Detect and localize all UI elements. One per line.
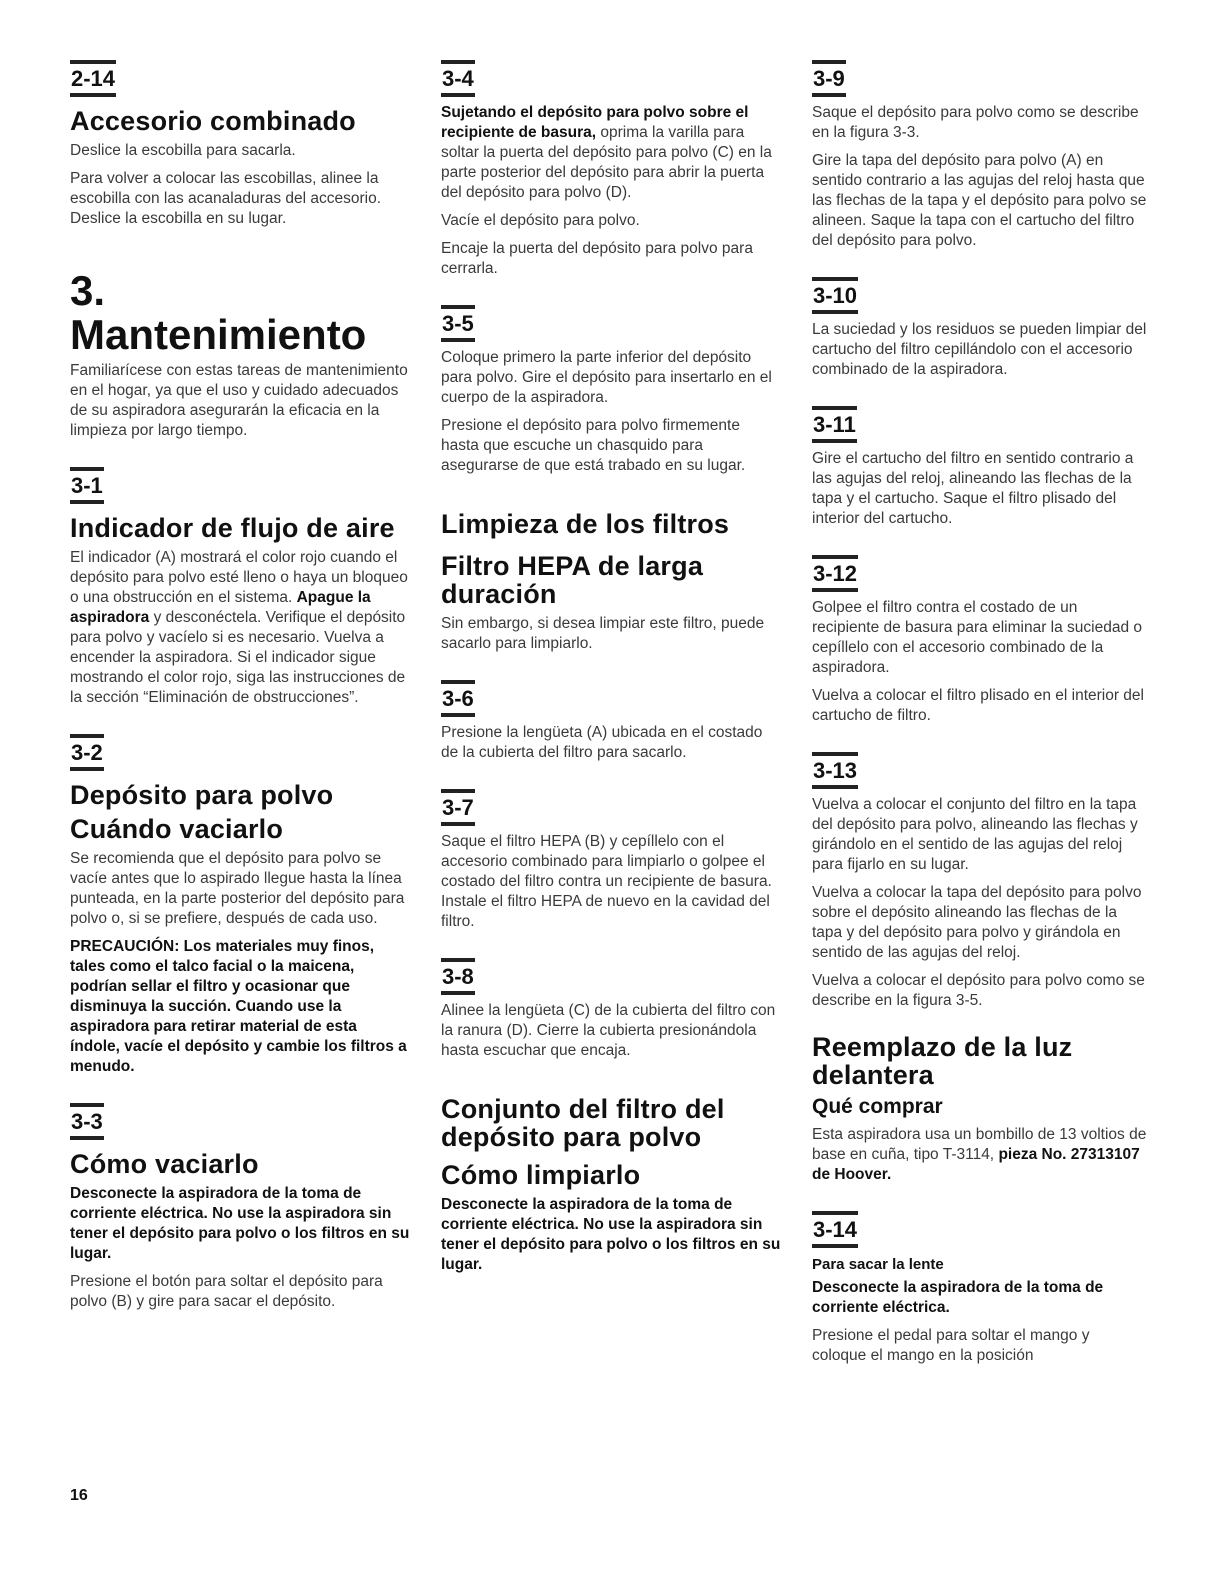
page-number: 16 [70, 1487, 88, 1504]
step-number: 3-8 [441, 958, 475, 995]
step-number: 3-9 [812, 60, 846, 97]
text-run: oprima la varilla para soltar la puerta del depósito para polvo (C) en la parte posterior del depósito para abrir la puerta del depósito para polvo (D). [441, 124, 772, 201]
section-3-4 [441, 60, 781, 279]
section-3-7 [441, 789, 781, 932]
step-number: 3-5 [441, 305, 475, 342]
section-subtitle: Filtro HEPA de larga duración [441, 551, 704, 609]
chapter-intro: Familiarícese con estas tareas de mantenimiento en el hogar, ya que el uso y cuidado adecuados de su aspiradora asegurarán la eficacia en la limpieza por largo tiempo. [70, 362, 408, 439]
section-light [812, 1033, 1147, 1185]
paragraph: Vuelva a colocar el filtro plisado en el interior del cartucho de filtro. [812, 687, 1144, 724]
bold-text: Apague la aspiradora [70, 589, 371, 626]
section-title: Conjunto del filtro del depósito para polvo [441, 1094, 725, 1152]
paragraph: Se recomienda que el depósito para polvo se vacíe antes que lo aspirado llegue hasta la línea punteada, en la parte posterior del depósito para polvo o, si se prefiere, después de cada uso. [70, 850, 405, 927]
paragraph: La suciedad y los residuos se pueden limpiar del cartucho del filtro cepillándolo con el accesorio combinado de la aspiradora. [812, 321, 1147, 378]
section-3-8 [441, 958, 781, 1061]
section-3-11 [812, 406, 1147, 529]
paragraph [441, 103, 781, 203]
paragraph: Presione el botón para soltar el depósito para polvo (B) y gire para sacar el depósito. [70, 1273, 383, 1310]
section-subtitle: Cómo limpiarlo [441, 1160, 641, 1190]
paragraph [812, 1125, 1147, 1185]
step-number: 3-12 [812, 555, 858, 592]
step-number: 3-10 [812, 277, 858, 314]
section-3-13 [812, 752, 1147, 1011]
section-3-10 [812, 277, 1147, 380]
section-3-2 [70, 734, 410, 1077]
section-assembly [441, 1095, 781, 1275]
paragraph: Vuelva a colocar el conjunto del filtro en la tapa del depósito para polvo, alineando las flechas y girándolo en el sentido de las agujas del reloj para fijarlo en su lugar. [812, 796, 1138, 873]
paragraph: Para volver a colocar las escobillas, alinee la escobilla con las acanaladuras del accesorio. Deslice la escobilla en su lugar. [70, 170, 382, 227]
paragraph: Vacíe el depósito para polvo. [441, 212, 640, 229]
step-number: 3-14 [812, 1211, 858, 1248]
text-run: El indicador (A) mostrará el color rojo cuando el depósito para polvo esté lleno o haya un bloqueo o una obstrucción en el sistema. [70, 549, 408, 606]
section-3-9 [812, 60, 1147, 251]
step-number: 3-1 [70, 467, 104, 504]
warning-paragraph: Desconecte la aspiradora de la toma de corriente eléctrica. No use la aspiradora sin tener el depósito para polvo o los filtros en su lugar. [441, 1196, 781, 1273]
bold-text: pieza No. 27313107 de Hoover. [812, 1146, 1140, 1183]
section-3-5 [441, 305, 781, 476]
paragraph: Encaje la puerta del depósito para polvo para cerrarla. [441, 240, 753, 277]
paragraph: Saque el filtro HEPA (B) y cepíllelo con el accesorio combinado para limpiarlo o golpee el costado del filtro contra un recipiente de basura. Instale el filtro HEPA de nuevo en la cavidad del filtro. [441, 833, 772, 930]
step-number: 3-4 [441, 60, 475, 97]
section-3-3 [70, 1103, 410, 1312]
paragraph: Gire el cartucho del filtro en sentido contrario a las agujas del reloj, alineando las flechas de la tapa y el cartucho. Saque el filtro plisado del interior del cartucho. [812, 450, 1134, 527]
paragraph: Saque el depósito para polvo como se describe en la figura 3-3. [812, 104, 1139, 141]
section-filters [441, 510, 781, 654]
column-1 [70, 60, 410, 1320]
section-2-14 [70, 60, 410, 229]
section-title: Depósito para polvo [70, 780, 334, 810]
step-number: 3-11 [812, 406, 857, 443]
warning-paragraph: Desconecte la aspiradora de la toma de corriente eléctrica. [812, 1279, 1104, 1316]
section-title: Cómo vaciarlo [70, 1149, 259, 1179]
bold-text: Sujetando el depósito para polvo sobre el recipiente de basura, [441, 104, 749, 141]
paragraph: Vuelva a colocar el depósito para polvo como se describe en la figura 3-5. [812, 972, 1145, 1009]
paragraph: Presione la lengüeta (A) ubicada en el costado de la cubierta del filtro para sacarlo. [441, 724, 763, 761]
section-3-14 [812, 1211, 1147, 1366]
paragraph: Presione el pedal para soltar el mango y coloque el mango en la posición [812, 1327, 1090, 1364]
column-3 [812, 60, 1147, 1374]
section-title: Limpieza de los filtros [441, 509, 730, 539]
paragraph: Presione el depósito para polvo firmemente hasta que escuche un chasquido para asegurarse de que está trabado en su lugar. [441, 417, 746, 474]
text-run: Esta aspiradora usa un bombillo de 13 voltios de base en cuña, tipo T-3114, [812, 1126, 1147, 1163]
caution-paragraph: PRECAUCIÓN: Los materiales muy finos, tales como el talco facial o la maicena, podrían sellar el filtro y ocasionar que disminuya la succión. Cuando use la aspiradora para retirar material de esta índole, vacíe el depósito y cambie los filtros a menudo. [70, 938, 407, 1075]
section-title: Accesorio combinado [70, 106, 356, 136]
step-number: 3-2 [70, 734, 104, 771]
section-title: Indicador de flujo de aire [70, 513, 395, 543]
section-title: Reemplazo de la luz delantera [812, 1032, 1073, 1090]
section-3-1 [70, 467, 410, 708]
step-number: 3-13 [812, 752, 858, 789]
section-3-6 [441, 680, 781, 763]
step-number: 3-3 [70, 1103, 104, 1140]
section-3-12 [812, 555, 1147, 726]
paragraph [70, 548, 410, 708]
subheading: Para sacar la lente [812, 1256, 944, 1273]
paragraph: Coloque primero la parte inferior del depósito para polvo. Gire el depósito para insertarlo en el cuerpo de la aspiradora. [441, 349, 772, 406]
paragraph: Vuelva a colocar la tapa del depósito para polvo sobre el depósito alineando las flechas de la tapa y del depósito para polvo y girándola en sentido de las agujas del reloj. [812, 884, 1142, 961]
text-run: y desconéctela. Verifique el depósito para polvo y vacíelo si es necesario. Vuelva a encender la aspiradora. Si el indicador sigue mostrando el color rojo, siga las instrucciones de la sección “Eliminación de obstrucciones”. [70, 609, 406, 706]
chapter-title: 3. Mantenimiento [70, 267, 367, 358]
step-number: 3-6 [441, 680, 475, 717]
step-number: 3-7 [441, 789, 475, 826]
step-number: 2-14 [70, 60, 116, 97]
paragraph: Deslice la escobilla para sacarla. [70, 142, 296, 159]
paragraph: Sin embargo, si desea limpiar este filtro, puede sacarlo para limpiarlo. [441, 615, 765, 652]
warning-paragraph: Desconecte la aspiradora de la toma de corriente eléctrica. No use la aspiradora sin tener el depósito para polvo o los filtros en su lugar. [70, 1185, 410, 1262]
paragraph: Alinee la lengüeta (C) de la cubierta del filtro con la ranura (D). Cierre la cubierta presionándola hasta escuchar que encaja. [441, 1002, 776, 1059]
column-2 [441, 60, 781, 1283]
paragraph: Golpee el filtro contra el costado de un recipiente de basura para eliminar la suciedad o cepíllelo con el accesorio combinado de la aspiradora. [812, 599, 1143, 676]
section-subtitle: Qué comprar [812, 1095, 943, 1118]
section-subtitle: Cuándo vaciarlo [70, 814, 284, 844]
paragraph: Gire la tapa del depósito para polvo (A) en sentido contrario a las agujas del reloj hasta que las flechas de la tapa y el depósito para polvo se alineen. Saque la tapa con el cartucho del filtro del depósito para polvo. [812, 152, 1147, 249]
